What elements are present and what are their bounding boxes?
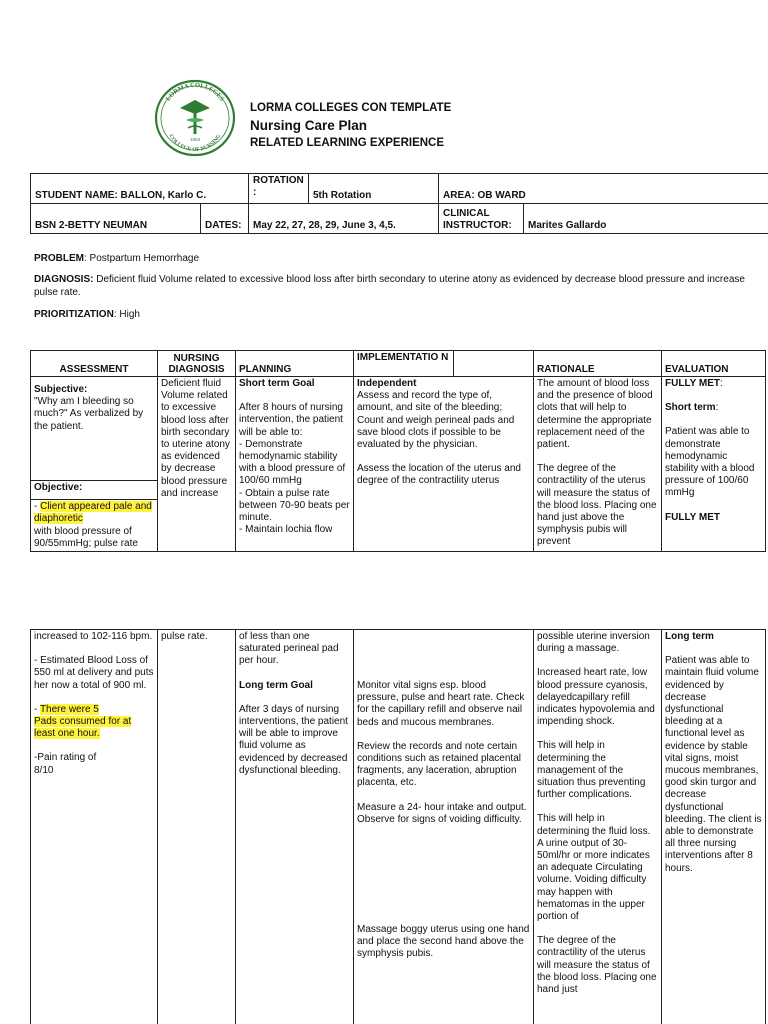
seal-bottom-text: COLLEGE OF NURSING [167,133,223,154]
assessment-2-text-2: - Estimated Blood Loss of 550 ml at delivery and puts her now a total of 900 ml. [34,655,154,691]
rationale-2-text-1: possible uterine inversion during a massage. [537,631,650,655]
student-name: STUDENT NAME: BALLON, Karlo C. [31,174,249,204]
rationale-2-text-3: This will help in determining the management of the situation thus preventing further complications. [537,740,646,801]
short-term-goal-text: After 8 hours of nursing intervention, the patient will be able to: [239,402,343,438]
assessment-2-text-1: increased to 102-116 bpm. [34,631,153,642]
evaluation-2-text: Patient was able to maintain fluid volume evidenced by decrease dysfunctional bleeding at a functional level as evidence by stable vital signs, moist mucous membranes, good skin turgor and decrease dysfunctional bleeding. The client is able to demonstrate all three nursing interventions after 8 hours. [665,655,762,874]
dates-label: DATES: [201,204,249,234]
goal-bullet-3: - Maintain lochia flow [239,524,333,536]
subjective-block [31,377,157,481]
clinical-instructor-label: CLINICAL INSTRUCTOR: [439,204,524,234]
assessment-cell-2 [31,630,158,1024]
section: BSN 2-BETTY NEUMAN [31,204,201,234]
col-header-diagnosis: NURSING DIAGNOSIS [158,351,236,377]
pads-highlight-2: Pads consumed for at least one hour. [34,716,132,740]
implementation-1-text-1: Assess and record the type of, amount, and site of the bleeding; Count and weigh perineal pads and save blood clots if possible to be evaluated by the physician. [357,390,515,451]
diagnosis-cell-1: Deficient fluid Volume related to excessive blood loss after birth secondary to uterine atony as evidenced by decrease blood pressure and increase [158,377,236,552]
implementation-2-text-1: Monitor vital signs esp. blood pressure, pulse and heart rate. Check for the capillary refill and observe nail beds and mucous membranes. [357,680,525,728]
rationale-cell-2 [534,630,662,1024]
evaluation-cell-2 [662,630,766,1024]
fully-met-label-2: FULLY MET [665,511,721,523]
diagnosis-label: DIAGNOSIS: [34,274,94,285]
header-line-2: Nursing Care Plan [250,118,368,133]
college-seal-icon [150,78,240,158]
evaluation-1-text: Patient was able to demonstrate hemodynamic stability with a blood pressure of 100/60 mmHg [665,426,755,499]
care-plan-table-page-1 [30,350,766,552]
rationale-1-text-1: The amount of blood loss and the presence of blood clots that will help to determine the appropriate replacement need of the patient. [537,378,653,451]
objective-highlight: Client appeared pale and diaphoretic [34,501,152,525]
seal-year: 1903 [189,137,201,142]
independent-title: Independent [357,378,417,389]
implementation-cell-2 [354,630,534,1024]
col-header-rationale: RATIONALE [534,351,662,377]
diagnosis-cell-2: pulse rate. [158,630,236,1024]
col-header-implementation: IMPLEMENTATIO N [354,351,454,377]
pads-dash: - [34,703,40,715]
problem-label: PROBLEM [34,253,84,264]
seal-top-text: LORMA COLLEGES [164,81,226,103]
rationale-cell-1 [534,377,662,552]
rotation-label-cell [249,174,309,204]
fully-met-label: FULLY MET [665,378,721,389]
prioritization-label: PRIORITIZATION [34,309,114,320]
objective-dash: - [34,501,41,513]
dates-value: May 22, 27, 28, 29, June 3, 4,5. [249,204,439,234]
objective-block [31,481,157,551]
planning-2-text-1: of less than one saturated perineal pad per hour. [239,631,339,667]
short-term-colon: : [715,402,719,414]
short-term-goal-title: Short term Goal [239,378,315,389]
short-term-label: Short term [665,402,716,414]
pads-highlight-1: There were 5 [39,703,99,715]
diagnosis-text: Deficient fluid Volume related to excessive blood loss after birth secondary to uterine atony as evidenced by decrease blood pressure and increase pulse rate. [34,274,745,298]
goal-bullet-2: - Obtain a pulse rate between 70-90 beats per minute. [239,487,350,524]
header-line-1: LORMA COLLEGES CON TEMPLATE [250,102,452,114]
col-header-assessment: ASSESSMENT [31,351,158,377]
planning-cell-2 [236,630,354,1024]
area: AREA: OB WARD [439,174,768,204]
clinical-instructor-value: Marites Gallardo [524,204,768,234]
rationale-2-text-2: Increased heart rate, low blood pressure cyanosis, delayedcapillary refill indicates hypovolemia and impending shock. [537,667,655,728]
planning-cell-1 [236,377,354,552]
col-header-blank [454,351,534,377]
header-line-3: RELATED LEARNING EXPERIENCE [250,137,445,149]
implementation-cell-1 [354,377,534,552]
student-info-table [30,173,768,234]
col-header-planning: PLANNING [236,351,354,377]
objective-text: with blood pressure of 90/55mmHg; pulse rate [34,525,138,549]
implementation-2-text-2: Review the records and note certain conditions such as retained placental fragments, any laceration, abruption placenta, etc. [357,740,521,789]
rotation-label: ROTATION [253,175,304,186]
objective-label: Objective: [34,482,83,493]
prioritization-line [34,308,768,321]
pain-rating-value: 8/10 [34,764,54,776]
fully-met-colon: : [720,378,723,389]
goal-bullet-1: - Demonstrate hemodynamic stability with a blood pressure of 100/60 mmHg [239,438,346,487]
rationale-1-text-2: The degree of the contractility of the uterus will measure the status of the blood loss. Placing one hand just above the symphysis pubis will prevent [537,463,657,548]
problem-text: : Postpartum Hemorrhage [84,253,200,264]
long-term-goal-text: After 3 days of nursing interventions, the patient will be able to improve fluid volume as evidenced by decreased dysfunctional bleeding. [239,703,348,776]
col-header-evaluation: EVALUATION [662,351,766,377]
prioritization-text: : High [113,309,140,320]
document-header [250,100,451,151]
problem-line [34,252,768,265]
subjective-label: Subjective: [34,384,88,395]
implementation-2-text-3: Measure a 24- hour intake and output. Observe for signs of voiding difficulty. [357,801,527,825]
subjective-text: "Why am I bleeding so much?" As verbalized by the patient. [34,396,144,432]
care-plan-table-page-2 [30,629,766,1024]
rationale-2-text-5: The degree of the contractility of the uterus will measure the status of the blood loss. Placing one hand just [537,935,657,996]
rotation-colon: : [253,187,257,198]
rationale-2-text-4: This will help in determining the fluid loss. A urine output of 30-50ml/hr or more indicates an adequate Circulating volume. Voiding difficulty may happen with hematomas in the upper portion of [537,813,651,923]
long-term-goal-title: Long term Goal [239,679,313,691]
pain-rating-label: -Pain rating of [34,752,97,764]
evaluation-cell-1 [662,377,766,552]
implementation-1-text-2: Assess the location of the uterus and degree of the contractility uterus [357,463,521,487]
diagnosis-line [34,273,768,299]
long-term-label: Long term [665,631,714,642]
implementation-2-text-4: Massage boggy uterus using one hand and place the second hand above the symphysis pubis. [357,924,530,960]
assessment-cell-1 [31,377,158,552]
rotation-value: 5th Rotation [309,174,439,204]
